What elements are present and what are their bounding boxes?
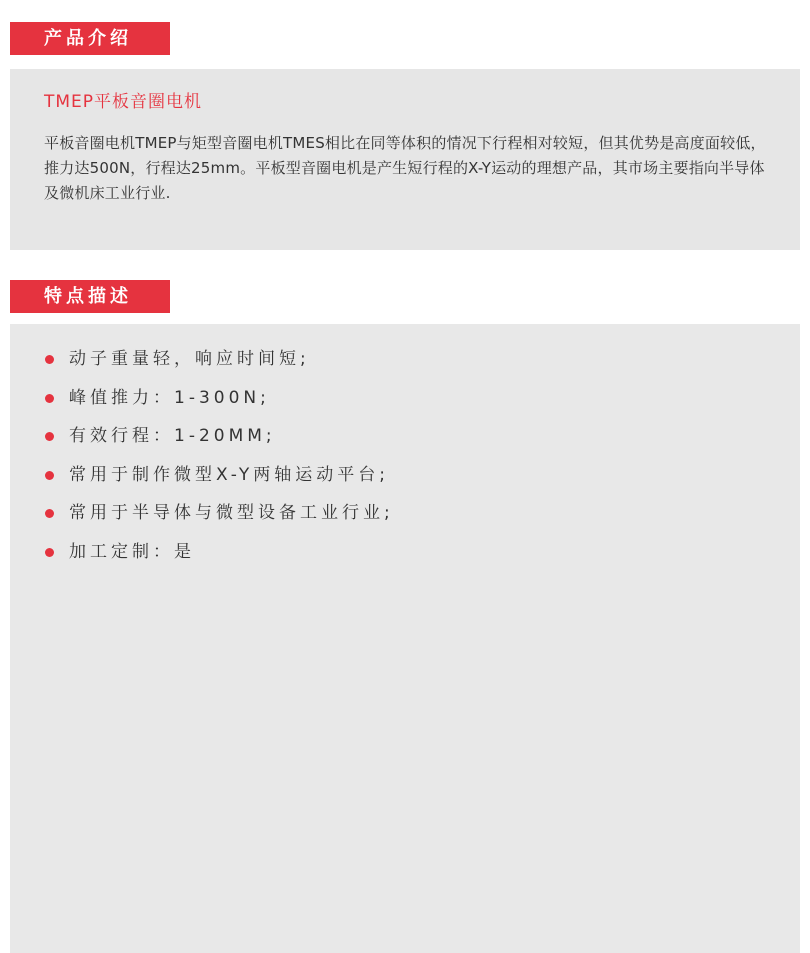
features-panel [10,324,800,953]
bullet-dot-icon [45,509,54,518]
product-title: TMEP平板音圈电机 [44,92,203,112]
list-item [44,346,770,385]
list-item [44,500,770,539]
feature-list [44,346,770,577]
section-tag-product-intro: 产品介绍 [10,22,170,55]
list-item [44,462,770,501]
list-item [44,423,770,462]
list-item [44,385,770,424]
feature-text: 有效行程：1-20MM; [69,426,276,446]
bullet-dot-icon [45,471,54,480]
feature-text: 峰值推力：1-300N; [69,387,270,408]
product-intro-panel [10,69,800,250]
bullet-dot-icon [45,394,54,403]
feature-text: 加工定制：是 [69,541,195,562]
feature-text: 常用于半导体与微型设备工业行业; [69,503,394,523]
product-description: 平板音圈电机TMEP与矩型音圈电机TMES相比在同等体积的情况下行程相对较短，但其优势是高度面较低，推力达500N，行程达25mm。平板型音圈电机是产生短行程的X-Y运动的理想产品，其市场主要指向半导体及微机床工业行业. [44,134,766,202]
list-item [44,539,770,578]
feature-text: 动子重量轻，响应时间短; [69,349,310,369]
bullet-dot-icon [45,355,54,364]
section-tag-features: 特点描述 [10,280,170,313]
bullet-dot-icon [45,432,54,441]
bullet-dot-icon [45,548,54,557]
feature-text: 常用于制作微型X-Y两轴运动平台; [69,464,390,485]
